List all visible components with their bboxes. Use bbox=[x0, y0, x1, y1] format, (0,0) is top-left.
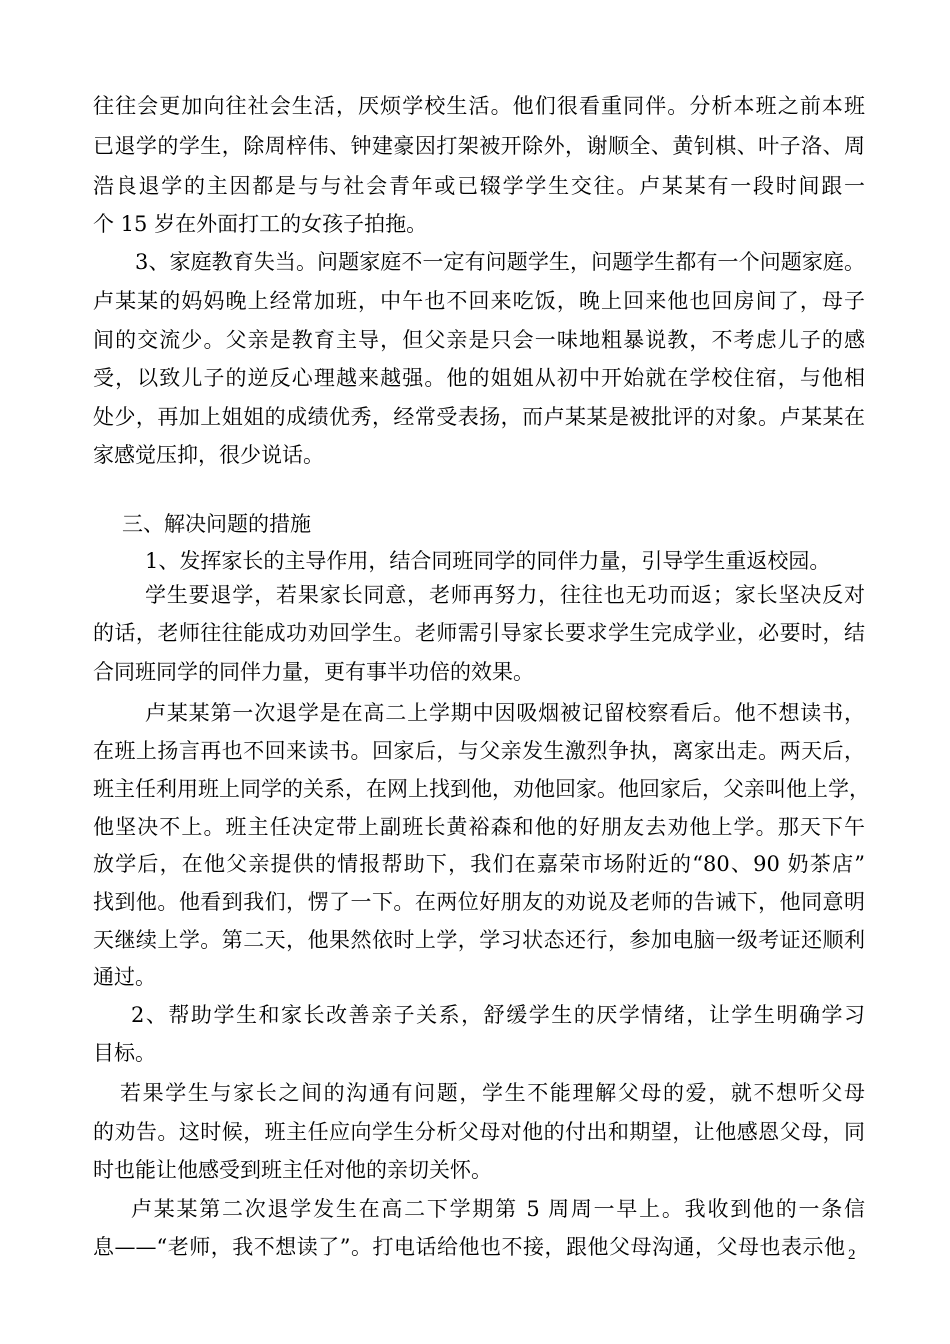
subsection-heading: 2、帮助学生和家长改善亲子关系，舒缓学生的厌学情绪，让学生明确学习 bbox=[131, 1003, 865, 1027]
body-text-line: 通过。 bbox=[93, 965, 156, 989]
body-text-line: 卢某某的妈妈晚上经常加班，中午也不回来吃饭，晚上回来他也回房间了，母子 bbox=[93, 289, 865, 313]
body-text-line: 受，以致儿子的逆反心理越来越强。他的姐姐从初中开始就在学校住宿，与他相 bbox=[93, 366, 865, 390]
body-text-line: 合同班同学的同伴力量，更有事半功倍的效果。 bbox=[93, 660, 534, 684]
body-text-line: 找到他。他看到我们，愣了一下。在两位好朋友的劝说及老师的告诫下，他同意明 bbox=[93, 890, 865, 914]
page-number: 2 bbox=[848, 1247, 856, 1263]
body-text-line: 3、家庭教育失当。问题家庭不一定有问题学生，问题学生都有一个问题家庭。 bbox=[135, 250, 865, 274]
body-text-line: 时也能让他感受到班主任对他的亲切关怀。 bbox=[93, 1158, 492, 1182]
body-text-line: 在班上扬言再也不回来读书。回家后，与父亲发生激烈争执，离家出走。两天后， bbox=[93, 739, 865, 763]
body-text-line: 卢某某第二次退学发生在高二下学期第 5 周周一早上。我收到他的一条信 bbox=[131, 1197, 865, 1221]
body-text-line: 个 15 岁在外面打工的女孩子拍拖。 bbox=[93, 212, 428, 236]
body-text-line: 的劝告。这时候，班主任应向学生分析父母对他的付出和期望，让他感恩父母，同 bbox=[93, 1120, 865, 1144]
body-text-line: 息——“老师，我不想读了”。打电话给他也不接，跟他父母沟通，父母也表示他 bbox=[93, 1235, 845, 1259]
body-text-line: 放学后，在他父亲提供的情报帮助下，我们在嘉荣市场附近的“80、90 奶茶店” bbox=[93, 852, 865, 876]
body-text-line: 他坚决不上。班主任决定带上副班长黄裕森和他的好朋友去劝他上学。那天下午 bbox=[93, 815, 865, 839]
subsection-heading: 1、发挥家长的主导作用，结合同班同学的同伴力量，引导学生重返校园。 bbox=[145, 549, 831, 573]
body-text-line: 家感觉压抑，很少说话。 bbox=[93, 443, 324, 467]
body-text-line: 班主任利用班上同学的关系，在网上找到他，劝他回家。他回家后，父亲叫他上学， bbox=[93, 777, 870, 801]
body-text-line: 浩良退学的主因都是与与社会青年或已辍学学生交往。卢某某有一段时间跟一 bbox=[93, 174, 865, 198]
body-text-line: 处少，再加上姐姐的成绩优秀，经常受表扬，而卢某某是被批评的对象。卢某某在 bbox=[93, 405, 865, 429]
body-text-line: 若果学生与家长之间的沟通有问题，学生不能理解父母的爱，就不想听父母 bbox=[120, 1081, 865, 1105]
section-heading: 三、解决问题的措施 bbox=[122, 512, 311, 536]
body-text-line: 已退学的学生，除周梓伟、钟建豪因打架被开除外，谢顺全、黄钊棋、叶子洛、周 bbox=[93, 134, 865, 158]
body-text-line: 间的交流少。父亲是教育主导，但父亲是只会一味地粗暴说教，不考虑儿子的感 bbox=[93, 328, 865, 352]
body-text-line: 天继续上学。第二天，他果然依时上学，学习状态还行，参加电脑一级考证还顺利 bbox=[93, 928, 865, 952]
body-text-line: 卢某某第一次退学是在高二上学期中因吸烟被记留校察看后。他不想读书， bbox=[145, 701, 865, 725]
body-text-line: 往往会更加向往社会生活，厌烦学校生活。他们很看重同伴。分析本班之前本班 bbox=[93, 94, 865, 118]
subsection-heading: 目标。 bbox=[93, 1041, 156, 1065]
body-text-line: 的话，老师往往能成功劝回学生。老师需引导家长要求学生完成学业，必要时，结 bbox=[93, 621, 865, 645]
body-text-line: 学生要退学，若果家长同意，老师再努力，往往也无功而返；家长坚决反对 bbox=[145, 583, 865, 607]
